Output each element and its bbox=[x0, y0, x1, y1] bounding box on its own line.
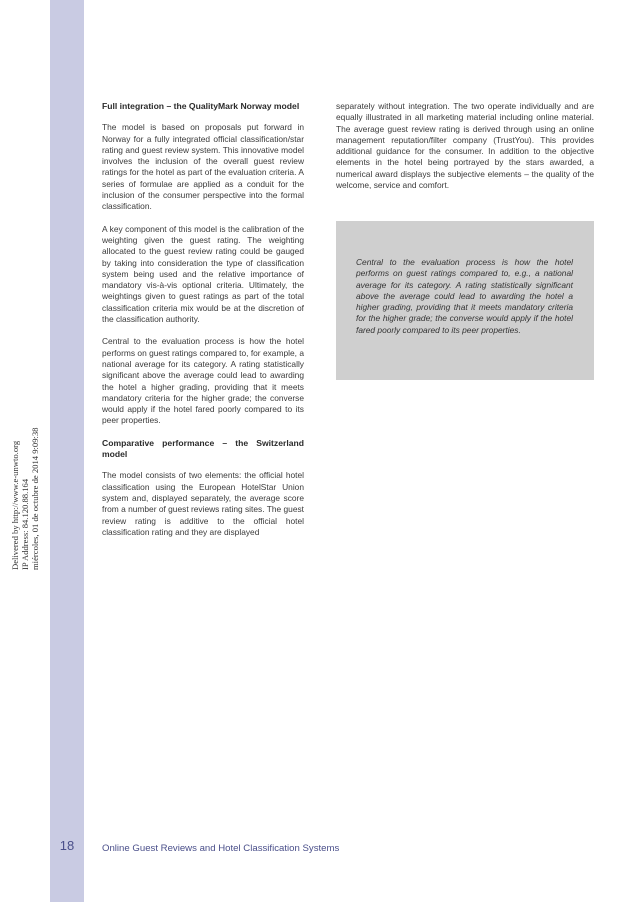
sidebar-strip bbox=[50, 0, 84, 902]
paragraph-switzerland-continued: separately without integration. The two operate individually and are equally illustrated in all marketing material including online material. The average guest review rating is derived through using an online management reputation/filter company (TrustYou). This provides additional guidance for the consumer. In addition to the objective elements in the hotel being portrayed by the stars awarded, a numerical award displays the subjective elements – the quality of the welcome, service and comfort. bbox=[336, 101, 594, 191]
right-column bbox=[336, 101, 594, 202]
paragraph-evaluation: Central to the evaluation process is how the hotel performs on guest ratings compared to, for example, a national average for its category. A rating statistically significant above the average could lead to awarding the hotel a higher grading, providing that it meets mandatory criteria for the higher grade; the converse would apply if the hotel fared poorly compared to its peer properties. bbox=[102, 336, 304, 426]
watermark-line-1: Delivered by http://www.e-unwto.org bbox=[10, 440, 20, 570]
page-number: 18 bbox=[59, 838, 75, 853]
paragraph-norway-intro: The model is based on proposals put forward in Norway for a fully integrated official classification/star rating and guest review system. This innovative model involves the inclusion of the overall guest review ratings for the hotel as part of the evaluation criteria. A series of formulae are applied as a conduit for the inclusion of the consumer perspective into the formal classification. bbox=[102, 122, 304, 212]
pull-quote-box bbox=[336, 221, 594, 380]
running-title: Online Guest Reviews and Hotel Classification Systems bbox=[102, 843, 340, 854]
delivery-watermark bbox=[10, 428, 40, 570]
section-heading-switzerland: Comparative performance – the Switzerland model bbox=[102, 437, 304, 460]
paragraph-weighting: A key component of this model is the calibration of the weighting given the guest rating. The weighting allocated to the guest review rating could be gauged by taking into consideration the type of classification system being used and the relative importance of mandatory vis-à-vis optional criteria. Ultimately, the weightings given to guest ratings as part of the total classification criteria mix would be at the discretion of the classification authority. bbox=[102, 223, 304, 325]
paragraph-switzerland-model: The model consists of two elements: the official hotel classification using the European HotelStar Union system and, displayed separately, the average score from a number of guest reviews rating sites. The guest review rating is additive to the official hotel classification rating and they are displayed bbox=[102, 470, 304, 537]
left-column bbox=[102, 101, 304, 549]
section-heading-norway: Full integration – the QualityMark Norway model bbox=[102, 101, 300, 111]
watermark-line-2: IP Address: 84.120.88.164 bbox=[20, 478, 30, 570]
pull-quote-text: Central to the evaluation process is how the hotel performs on guest ratings compared to, e.g., a national average for its category. A rating statistically significant above the average could lead to awarding the hotel a higher grading, providing that it meets mandatory criteria for the higher grade; the converse would apply if the hotel fared poorly compared to its peer properties. bbox=[356, 257, 573, 335]
watermark-line-3: miércoles, 01 de octubre de 2014 9:09:38 bbox=[30, 427, 40, 570]
